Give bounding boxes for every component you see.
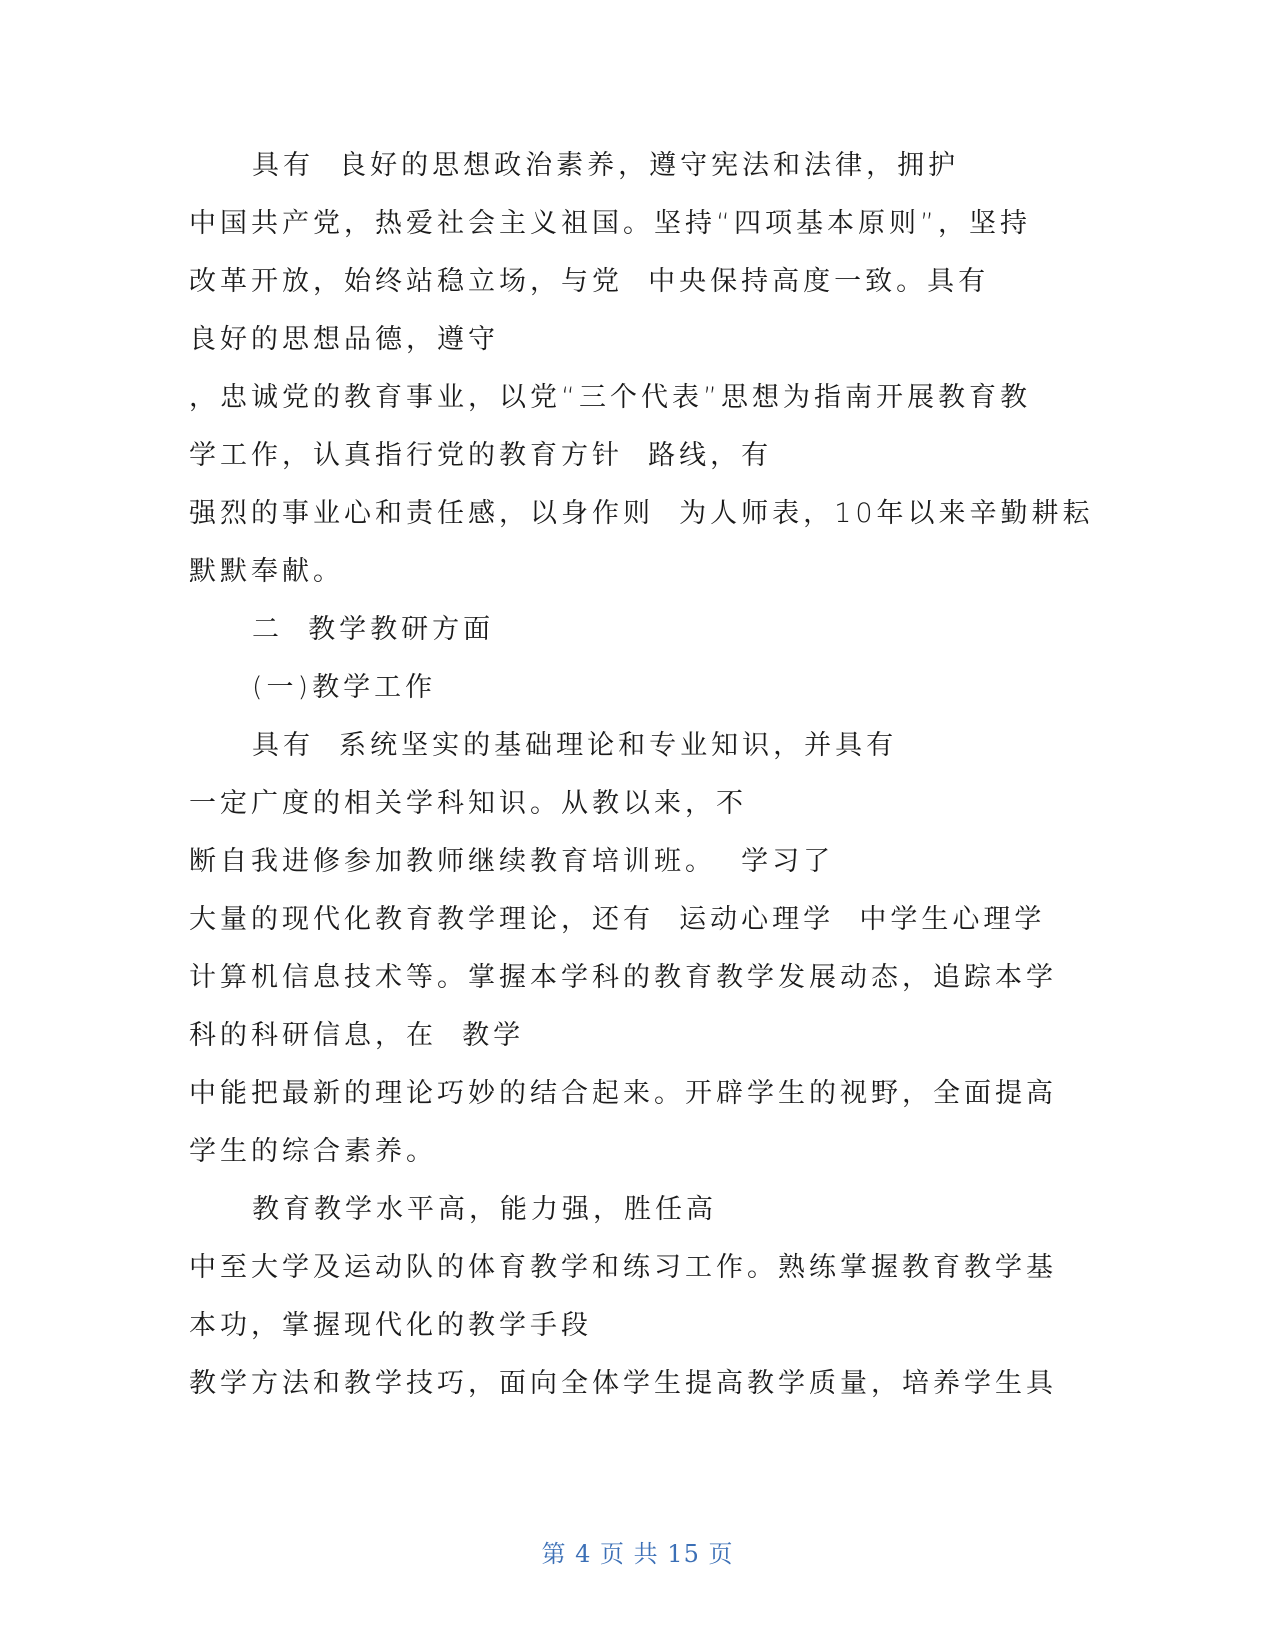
text-line: 大量的现代化教育教学理论，还有 运动心理学 中学生心理学 [189,904,1046,935]
text-line: ，忠诚党的教育事业，以党“三个代表”思想为指南开展教育教 [189,382,1031,413]
text-line: 中至大学及运动队的体育教学和练习工作。熟练掌握教育教学基 [189,1252,1057,1283]
text-line: 学生的综合素养。 [189,1136,437,1167]
text-line: 计算机信息技术等。掌握本学科的教育教学发展动态，追踪本学 [189,962,1057,993]
section-heading: 二 教学教研方面 [252,614,495,645]
text-line: 良好的思想品德，遵守 [189,324,499,355]
text-line: 一定广度的相关学科知识。从教以来，不 [189,788,747,819]
text-line: 具有 良好的思想政治素养，遵守宪法和法律，拥护 [252,150,960,181]
text-line: 科的科研信息，在 教学 [189,1020,525,1051]
page-number-footer: 第 4 页 共 15 页 [541,1540,734,1568]
text-line: 改革开放，始终站稳立场，与党 中央保持高度一致。具有 [189,266,990,297]
text-line: 本功，掌握现代化的教学手段 [189,1310,592,1341]
text-line: 具有 系统坚实的基础理论和专业知识，并具有 [252,730,898,761]
text-line: 默默奉献。 [189,556,344,587]
text-line: 教育教学水平高，能力强，胜任高 [252,1194,717,1225]
text-line: 断自我进修参加教师继续教育培训班。 学习了 [189,846,835,877]
text-line: 中能把最新的理论巧妙的结合起来。开辟学生的视野，全面提高 [189,1078,1057,1109]
text-line: 中国共产党，热爱社会主义祖国。坚持“四项基本原则”，坚持 [189,208,1031,239]
text-line: 教学方法和教学技巧，面向全体学生提高教学质量，培养学生具 [189,1368,1057,1399]
text-line: 强烈的事业心和责任感，以身作则 为人师表，10年以来辛勤耕耘 [189,498,1094,529]
subsection-heading: (一)教学工作 [252,672,437,703]
text-line: 学工作，认真指行党的教育方针 路线，有 [189,440,773,471]
